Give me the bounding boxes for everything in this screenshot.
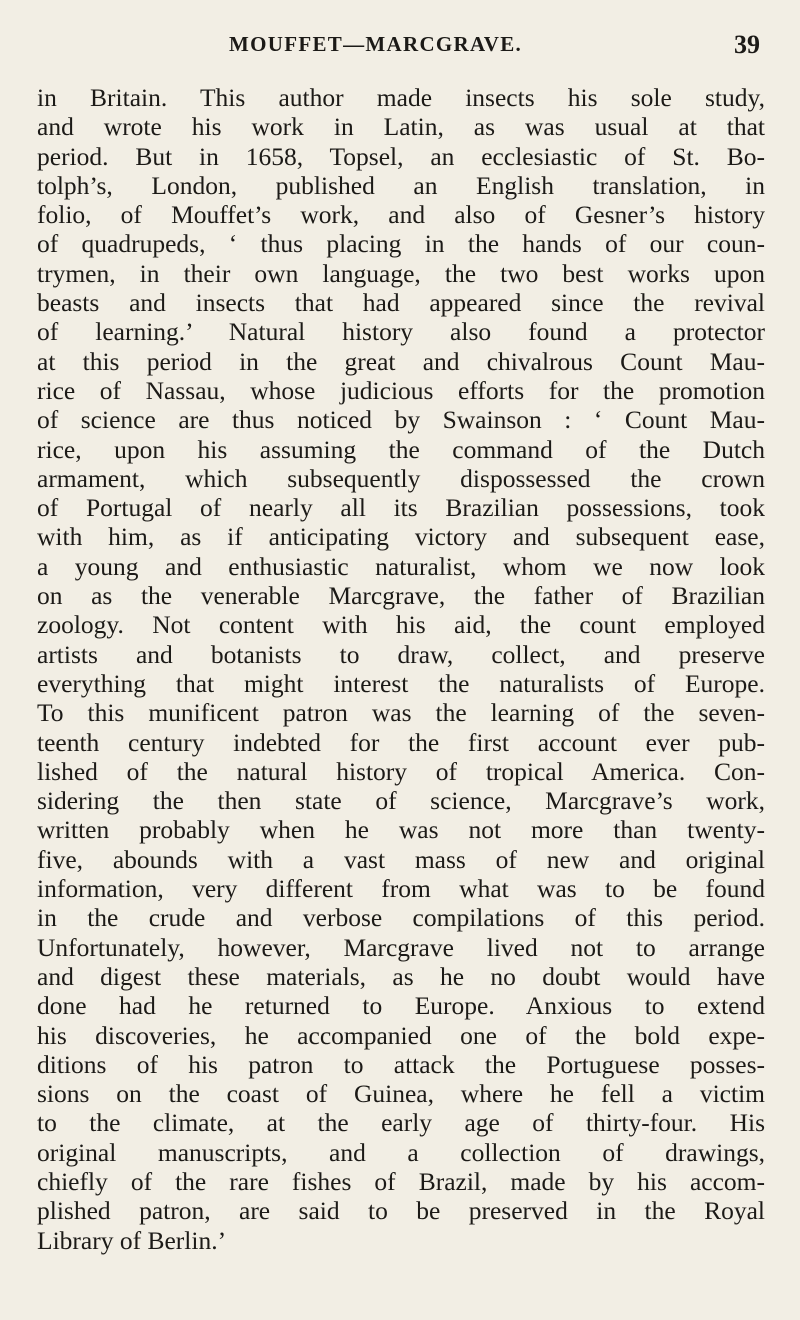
text-line: sidering the then state of science, Marcgrave’s work, <box>37 786 765 816</box>
text-line: rice, upon his assuming the command of the Dutch <box>37 434 765 464</box>
text-line: to the climate, at the early age of thirty-four. His <box>37 1108 765 1138</box>
text-line: information, very different from what was to be found <box>37 874 765 904</box>
text-line: zoology. Not content with his aid, the count employed <box>37 610 765 640</box>
text-line: plished patron, are said to be preserved in the Royal <box>37 1196 765 1226</box>
text-line: a young and enthusiastic naturalist, whom we now look <box>37 551 765 581</box>
text-line: done had he returned to Europe. Anxious to extend <box>37 991 765 1021</box>
running-head <box>0 30 800 62</box>
page-number: 39 <box>734 30 760 59</box>
text-line: rice of Nassau, whose judicious efforts for the promotion <box>37 375 765 405</box>
text-line: To this munificent patron was the learning of the seven- <box>37 698 765 728</box>
text-line: of Portugal of nearly all its Brazilian possessions, took <box>37 493 765 523</box>
text-line: beasts and insects that had appeared since the revival <box>37 288 765 318</box>
text-line: ditions of his patron to attack the Portuguese posses- <box>37 1049 765 1079</box>
text-line: of science are thus noticed by Swainson : ‘ Count Mau- <box>37 405 765 435</box>
text-line: five, abounds with a vast mass of new and original <box>37 844 765 874</box>
text-line: original manuscripts, and a collection of drawings, <box>37 1137 765 1167</box>
text-line: at this period in the great and chivalrous Count Mau- <box>37 346 765 376</box>
text-line: in Britain. This author made insects his sole study, <box>37 83 765 112</box>
running-head-title: MOUFFET—MARCGRAVE. <box>229 32 523 56</box>
text-line: on as the venerable Marcgrave, the father of Brazilian <box>37 581 765 611</box>
text-line: armament, which subsequently dispossessed the crown <box>37 463 765 493</box>
text-line: written probably when he was not more than twenty- <box>37 815 765 845</box>
text-line: folio, of Mouffet’s work, and also of Gesner’s history <box>37 200 765 230</box>
text-line-final: Library of Berlin.’ <box>37 1225 227 1255</box>
text-line: of quadrupeds, ‘ thus placing in the hands of our coun- <box>37 229 765 259</box>
text-line: lished of the natural history of tropical America. Con- <box>37 756 765 786</box>
text-line: and digest these materials, as he no doubt would have <box>37 961 765 991</box>
text-line: sions on the coast of Guinea, where he fell a victim <box>37 1079 765 1109</box>
text-line: trymen, in their own language, the two best works upon <box>37 258 765 288</box>
text-line: with him, as if anticipating victory and subsequent ease, <box>37 522 765 552</box>
text-line: teenth century indebted for the first account ever pub- <box>37 727 765 757</box>
body-text <box>37 83 765 1255</box>
text-line: chiefly of the rare fishes of Brazil, made by his accom- <box>37 1166 765 1196</box>
text-line: artists and botanists to draw, collect, and preserve <box>37 639 765 669</box>
text-line: tolph’s, London, published an English translation, in <box>37 170 765 200</box>
text-line: and wrote his work in Latin, as was usual at that <box>37 112 765 142</box>
text-line: Unfortunately, however, Marcgrave lived not to arrange <box>37 932 765 962</box>
text-line: everything that might interest the naturalists of Europe. <box>37 668 765 698</box>
text-line: in the crude and verbose compilations of this period. <box>37 903 765 933</box>
text-line: period. But in 1658, Topsel, an ecclesiastic of St. Bo- <box>37 141 765 171</box>
text-line: of learning.’ Natural history also found a protector <box>37 317 765 347</box>
text-line: his discoveries, he accompanied one of the bold expe- <box>37 1020 765 1050</box>
